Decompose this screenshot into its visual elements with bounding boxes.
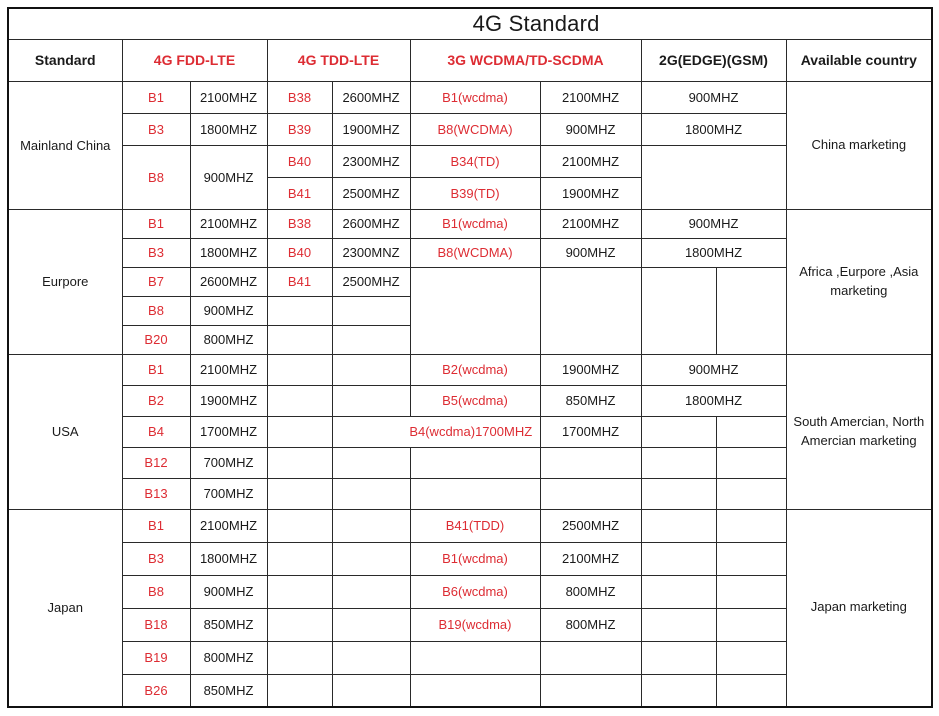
wcdma-freq-cell: 2100MHZ	[540, 145, 641, 177]
table-row	[8, 354, 932, 385]
empty-cell	[267, 542, 332, 575]
fdd-band-cell: B8	[122, 296, 190, 325]
wcdma-band-cell: B34(TD)	[410, 145, 540, 177]
header-4g-tdd-lte: 4G TDD-LTE	[267, 39, 410, 81]
wcdma-band-cell: B39(TD)	[410, 177, 540, 209]
empty-cell	[267, 478, 332, 509]
empty-cell	[332, 447, 410, 478]
gsm-freq-cell: 1800MHZ	[641, 385, 786, 416]
fdd-freq-cell: 2100MHZ	[190, 509, 267, 542]
empty-cell	[332, 478, 410, 509]
gsm-freq-cell: 900MHZ	[641, 354, 786, 385]
fdd-band-cell: B3	[122, 238, 190, 267]
empty-cell	[716, 674, 786, 707]
empty-cell	[332, 608, 410, 641]
empty-cell	[641, 608, 716, 641]
empty-cell	[410, 478, 540, 509]
fdd-freq-cell: 2600MHZ	[190, 267, 267, 296]
fdd-band-cell: B19	[122, 641, 190, 674]
fdd-band-cell: B8	[122, 575, 190, 608]
marketing-region-cell: South Amercian, North Amercian marketing	[786, 354, 932, 509]
fdd-freq-cell: 900MHZ	[190, 575, 267, 608]
wcdma-freq-cell: 850MHZ	[540, 385, 641, 416]
empty-cell	[332, 509, 410, 542]
region-cell-mainland-china: Mainland China	[8, 81, 122, 209]
empty-cell	[267, 641, 332, 674]
empty-cell	[641, 145, 786, 209]
empty-cell	[267, 354, 332, 385]
fdd-freq-cell: 1800MHZ	[190, 542, 267, 575]
wcdma-band-cell: B8(WCDMA)	[410, 113, 540, 145]
marketing-region-cell: Africa ,Eurpore ,Asia marketing	[786, 209, 932, 354]
fdd-freq-cell: 800MHZ	[190, 641, 267, 674]
table-row	[8, 209, 932, 238]
gsm-freq-cell: 1800MHZ	[641, 113, 786, 145]
wcdma-freq-cell: 2100MHZ	[540, 81, 641, 113]
header-standard: Standard	[8, 39, 122, 81]
empty-cell	[267, 509, 332, 542]
wcdma-freq-cell: 900MHZ	[540, 113, 641, 145]
fdd-freq-cell: 700MHZ	[190, 447, 267, 478]
fdd-band-cell: B1	[122, 354, 190, 385]
marketing-region-cell: Japan marketing	[786, 509, 932, 707]
wcdma-freq-cell: 2100MHZ	[540, 209, 641, 238]
tdd-freq-cell: 2300MNZ	[332, 238, 410, 267]
empty-cell	[716, 478, 786, 509]
wcdma-band-cell: B5(wcdma)	[410, 385, 540, 416]
fdd-band-cell: B3	[122, 542, 190, 575]
fdd-band-cell: B3	[122, 113, 190, 145]
tdd-band-cell: B40	[267, 145, 332, 177]
gsm-freq-cell: 900MHZ	[641, 209, 786, 238]
empty-cell	[332, 385, 410, 416]
wcdma-band-cell: B8(WCDMA)	[410, 238, 540, 267]
wcdma-freq-cell: 900MHZ	[540, 238, 641, 267]
region-cell-usa: USA	[8, 354, 122, 509]
fdd-freq-cell: 1900MHZ	[190, 385, 267, 416]
fdd-band-cell: B4	[122, 416, 190, 447]
header-2g-gsm: 2G(EDGE)(GSM)	[641, 39, 786, 81]
tdd-freq-cell: 2600MHZ	[332, 209, 410, 238]
wcdma-band-cell: B6(wcdma)	[410, 575, 540, 608]
empty-cell	[540, 447, 641, 478]
empty-cell	[641, 267, 716, 354]
empty-cell	[267, 296, 332, 325]
tdd-band-cell: B40	[267, 238, 332, 267]
fdd-freq-cell: 2100MHZ	[190, 209, 267, 238]
wcdma-freq-cell: 1900MHZ	[540, 354, 641, 385]
tdd-band-cell: B41	[267, 177, 332, 209]
table-row	[8, 81, 932, 113]
tdd-freq-cell: 2600MHZ	[332, 81, 410, 113]
fdd-band-cell: B1	[122, 81, 190, 113]
fdd-band-cell: B18	[122, 608, 190, 641]
empty-cell	[540, 478, 641, 509]
fdd-freq-cell: 1800MHZ	[190, 113, 267, 145]
empty-cell	[267, 674, 332, 707]
empty-cell	[716, 641, 786, 674]
empty-cell	[716, 509, 786, 542]
fdd-freq-cell: 700MHZ	[190, 478, 267, 509]
tdd-band-cell: B38	[267, 81, 332, 113]
empty-cell	[267, 385, 332, 416]
fdd-freq-cell: 900MHZ	[190, 145, 267, 209]
empty-cell	[540, 641, 641, 674]
empty-cell	[332, 674, 410, 707]
fdd-band-cell: B8	[122, 145, 190, 209]
empty-cell	[410, 267, 540, 354]
empty-cell	[332, 416, 410, 447]
wcdma-freq-cell: 2100MHZ	[540, 542, 641, 575]
fdd-freq-cell: 900MHZ	[190, 296, 267, 325]
empty-cell	[267, 416, 332, 447]
empty-cell	[410, 674, 540, 707]
wcdma-band-cell: B19(wcdma)	[410, 608, 540, 641]
fdd-freq-cell: 850MHZ	[190, 608, 267, 641]
empty-cell	[716, 267, 786, 354]
table-title: 4G Standard	[8, 8, 932, 39]
empty-cell	[540, 674, 641, 707]
empty-cell	[641, 641, 716, 674]
empty-cell	[716, 608, 786, 641]
fdd-freq-cell: 800MHZ	[190, 325, 267, 354]
tdd-freq-cell: 2300MHZ	[332, 145, 410, 177]
fdd-band-cell: B1	[122, 209, 190, 238]
fdd-band-cell: B7	[122, 267, 190, 296]
region-cell-japan: Japan	[8, 509, 122, 707]
header-available-country: Available country	[786, 39, 932, 81]
empty-cell	[332, 296, 410, 325]
empty-cell	[267, 447, 332, 478]
gsm-freq-cell: 1800MHZ	[641, 238, 786, 267]
wcdma-freq-cell: 1700MHZ	[540, 416, 641, 447]
empty-cell	[641, 542, 716, 575]
header-4g-fdd-lte: 4G FDD-LTE	[122, 39, 267, 81]
empty-cell	[410, 641, 540, 674]
wcdma-freq-cell: 800MHZ	[540, 575, 641, 608]
fdd-band-cell: B13	[122, 478, 190, 509]
wcdma-band-cell: B1(wcdma)	[410, 542, 540, 575]
tdd-freq-cell: 2500MHZ	[332, 267, 410, 296]
fdd-band-cell: B20	[122, 325, 190, 354]
wcdma-band-cell: B2(wcdma)	[410, 354, 540, 385]
empty-cell	[332, 575, 410, 608]
gsm-freq-cell: 900MHZ	[641, 81, 786, 113]
fdd-band-cell: B2	[122, 385, 190, 416]
fdd-freq-cell: 1800MHZ	[190, 238, 267, 267]
empty-cell	[641, 416, 716, 447]
wcdma-band-cell: B1(wcdma)	[410, 81, 540, 113]
4g-standard-table	[7, 7, 933, 708]
empty-cell	[332, 641, 410, 674]
empty-cell	[267, 575, 332, 608]
empty-cell	[716, 542, 786, 575]
empty-cell	[267, 325, 332, 354]
empty-cell	[410, 447, 540, 478]
region-cell-eurpore: Eurpore	[8, 209, 122, 354]
fdd-band-cell: B26	[122, 674, 190, 707]
wcdma-freq-cell: 800MHZ	[540, 608, 641, 641]
fdd-freq-cell: 2100MHZ	[190, 81, 267, 113]
tdd-band-cell: B38	[267, 209, 332, 238]
empty-cell	[641, 478, 716, 509]
fdd-freq-cell: 850MHZ	[190, 674, 267, 707]
empty-cell	[332, 325, 410, 354]
empty-cell	[716, 575, 786, 608]
fdd-band-cell: B1	[122, 509, 190, 542]
fdd-band-cell: B12	[122, 447, 190, 478]
tdd-freq-cell: 1900MHZ	[332, 113, 410, 145]
fdd-freq-cell: 2100MHZ	[190, 354, 267, 385]
marketing-region-cell: China marketing	[786, 81, 932, 209]
wcdma-freq-cell: 1900MHZ	[540, 177, 641, 209]
empty-cell	[641, 447, 716, 478]
empty-cell	[332, 354, 410, 385]
header-3g-wcdma: 3G WCDMA/TD-SCDMA	[410, 39, 641, 81]
tdd-band-cell: B41	[267, 267, 332, 296]
empty-cell	[716, 447, 786, 478]
empty-cell	[267, 608, 332, 641]
wcdma-freq-cell: 2500MHZ	[540, 509, 641, 542]
empty-cell	[332, 542, 410, 575]
fdd-freq-cell: 1700MHZ	[190, 416, 267, 447]
empty-cell	[641, 674, 716, 707]
tdd-band-cell: B39	[267, 113, 332, 145]
wcdma-band-cell: B1(wcdma)	[410, 209, 540, 238]
empty-cell	[540, 267, 641, 354]
tdd-freq-cell: 2500MHZ	[332, 177, 410, 209]
wcdma-band-cell: B41(TDD)	[410, 509, 540, 542]
wcdma-band-cell: B4(wcdma)1700MHZ	[410, 416, 540, 447]
empty-cell	[716, 416, 786, 447]
empty-cell	[641, 575, 716, 608]
empty-cell	[641, 509, 716, 542]
table-row	[8, 509, 932, 542]
